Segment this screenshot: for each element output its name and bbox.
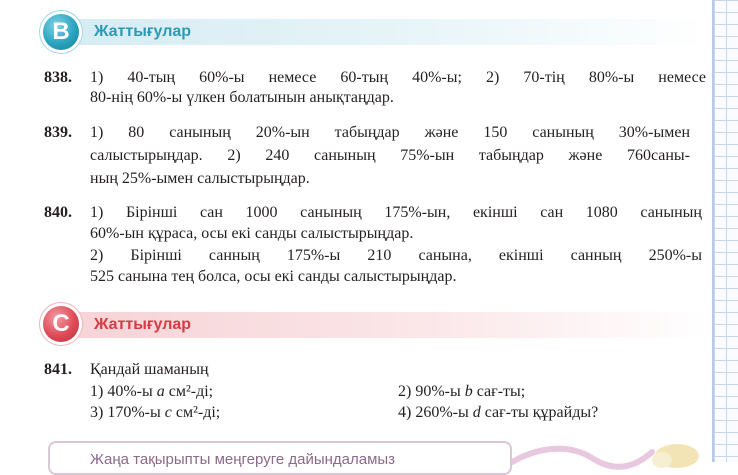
section-b-badge-icon: B <box>43 14 79 50</box>
task-item-4: 4) 260%-ы d сағ-ты құрайды? <box>398 404 599 421</box>
exercise-line: 1) Бірінші сан 1000 санының 175%-ын, екінші сан 1080 санының <box>90 204 702 221</box>
exercise-line: салыстырыңдар. 2) 240 санының 75%-ын табыңдар және 760саны- <box>90 147 690 164</box>
notebook-grid-margin <box>712 0 738 462</box>
exercise-line: 525 санына тең болса, осы екі санды салыстырыңдар. <box>90 268 457 285</box>
task-item-1: 1) 40%-ы a см²-ді; <box>90 383 214 400</box>
task-item-2: 2) 90%-ы b сағ-ты; <box>398 383 526 400</box>
section-c-title: Жаттығулар <box>94 316 192 333</box>
exercise-number: 841. <box>44 361 72 378</box>
task-item-3: 3) 170%-ы c см²-ді; <box>90 404 221 421</box>
exercise-line: 2) Бірінші санның 175%-ы 210 санына, екінші санның 250%-ы <box>90 247 702 264</box>
decorative-swirl-icon <box>512 440 712 470</box>
exercise-intro: Қандай шаманың <box>90 361 209 378</box>
section-b-header <box>66 19 710 45</box>
exercise-number: 838. <box>44 69 72 86</box>
exercise-line: ның 25%-ымен салыстырыңдар. <box>90 170 310 187</box>
exercise-line: 80-нің 60%-ы үлкен болатынын анықтаңдар. <box>90 89 394 106</box>
exercise-line: 1) 80 санының 20%-ын табыңдар және 150 санының 30%-ымен <box>90 124 690 141</box>
section-b-title: Жаттығулар <box>94 23 192 40</box>
exercise-line: 60%-ын құраса, осы екі санды салыстырыңдар. <box>90 225 414 242</box>
next-topic-label: Жаңа тақырыпты меңгеруге дайындаламыз <box>90 451 396 468</box>
exercise-number: 839. <box>44 124 72 141</box>
exercise-number: 840. <box>44 204 72 221</box>
exercise-line: 1) 40-тың 60%-ы немесе 60-тың 40%-ы; 2) 70-тің 80%-ы немесе <box>90 69 706 86</box>
section-c-header <box>66 312 710 338</box>
section-c-badge-icon: C <box>43 306 79 342</box>
next-topic-banner <box>48 441 512 475</box>
